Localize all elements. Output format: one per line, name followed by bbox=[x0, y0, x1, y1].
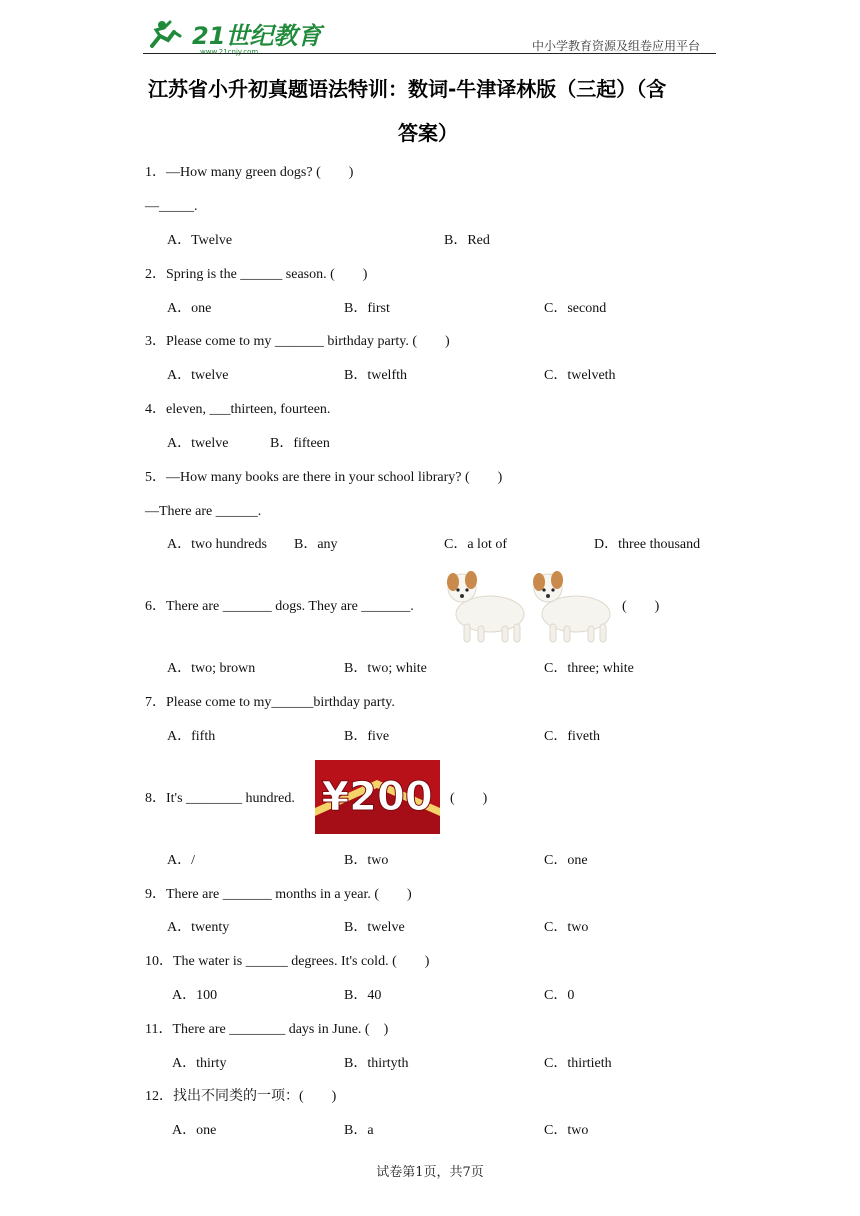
site-logo bbox=[148, 16, 322, 56]
money-amount: ¥200 bbox=[321, 774, 433, 820]
question-5-option-d[interactable]: D．three thousand bbox=[594, 537, 701, 552]
red-envelope-200-image bbox=[315, 760, 440, 834]
question-5-option-b[interactable]: B．any bbox=[294, 537, 338, 552]
question-1-option-b[interactable]: B．Red bbox=[444, 233, 490, 248]
question-4-option-a[interactable]: A．twelve bbox=[167, 436, 229, 451]
question-2-option-c[interactable]: C．second bbox=[544, 301, 607, 316]
question-9-stem: 9．There are _______ months in a year. ( ) bbox=[145, 887, 412, 902]
dog-icon bbox=[533, 571, 610, 642]
question-3-option-c[interactable]: C．twelveth bbox=[544, 368, 616, 383]
question-6-option-c[interactable]: C．three; white bbox=[544, 661, 634, 676]
question-11-stem: 11．There are ________ days in June. ( ) bbox=[145, 1022, 389, 1037]
question-2-option-a[interactable]: A．one bbox=[167, 301, 212, 316]
question-3-option-a[interactable]: A．twelve bbox=[167, 368, 229, 383]
question-2-stem: 2．Spring is the ______ season. ( ) bbox=[145, 267, 368, 282]
question-8-answer-bracket: ( ) bbox=[450, 791, 488, 806]
question-11-option-a[interactable]: A．thirty bbox=[172, 1056, 227, 1071]
page-title-line2: 答案） bbox=[398, 121, 458, 145]
two-white-dogs-image bbox=[440, 566, 618, 646]
question-9-option-a[interactable]: A．twenty bbox=[167, 920, 230, 935]
header-platform-text: 中小学教育资源及组卷应用平台 bbox=[531, 39, 700, 53]
question-6-stem: 6．There are _______ dogs. They are _______. bbox=[145, 599, 414, 614]
question-1-answer-line: —_____. bbox=[145, 199, 198, 214]
question-10-option-a[interactable]: A．100 bbox=[172, 988, 218, 1003]
question-12-stem: 12．找出不同类的一项：( ) bbox=[145, 1089, 337, 1104]
question-7-stem: 7．Please come to my______birthday party. bbox=[145, 695, 395, 710]
question-11-option-c[interactable]: C．thirtieth bbox=[544, 1056, 612, 1071]
question-8-option-b[interactable]: B．two bbox=[344, 853, 389, 868]
question-11-option-b[interactable]: B．thirtyth bbox=[344, 1056, 409, 1071]
question-5-option-a[interactable]: A．two hundreds bbox=[167, 537, 267, 552]
question-12-option-c[interactable]: C．two bbox=[544, 1123, 589, 1138]
logo-text: 21世纪教育 bbox=[192, 22, 322, 50]
question-8-stem: 8．It's ________ hundred. bbox=[145, 791, 295, 806]
page-title-line1: 江苏省小升初真题语法特训：数词-牛津译林版（三起）（含 bbox=[148, 77, 667, 101]
question-2-option-b[interactable]: B．first bbox=[344, 301, 390, 316]
dog-icon bbox=[447, 571, 524, 642]
question-6-option-b[interactable]: B．two; white bbox=[344, 661, 427, 676]
question-4-option-b[interactable]: B．fifteen bbox=[270, 436, 330, 451]
question-8-option-c[interactable]: C．one bbox=[544, 853, 588, 868]
question-9-option-b[interactable]: B．twelve bbox=[344, 920, 405, 935]
question-5-option-c[interactable]: C．a lot of bbox=[444, 537, 507, 552]
question-12-option-a[interactable]: A．one bbox=[172, 1123, 217, 1138]
runner-icon bbox=[152, 21, 180, 46]
question-3-option-b[interactable]: B．twelfth bbox=[344, 368, 407, 383]
question-9-option-c[interactable]: C．two bbox=[544, 920, 589, 935]
question-3-stem: 3．Please come to my _______ birthday party. ( ) bbox=[145, 334, 450, 349]
question-5-stem: 5．—How many books are there in your school library? ( ) bbox=[145, 470, 503, 485]
question-10-option-b[interactable]: B．40 bbox=[344, 988, 382, 1003]
question-5-answer-line: —There are ______. bbox=[145, 504, 262, 519]
question-8-option-a[interactable]: A．/ bbox=[167, 853, 195, 868]
question-7-option-c[interactable]: C．fiveth bbox=[544, 729, 600, 744]
page-footer: 试卷第1页，共7页 bbox=[376, 1165, 484, 1180]
question-6-option-a[interactable]: A．two; brown bbox=[167, 661, 256, 676]
question-7-option-b[interactable]: B．five bbox=[344, 729, 390, 744]
logo-subtext: www.21cnjy.com bbox=[200, 48, 259, 56]
question-10-option-c[interactable]: C．0 bbox=[544, 988, 575, 1003]
question-7-option-a[interactable]: A．fifth bbox=[167, 729, 216, 744]
question-10-stem: 10．The water is ______ degrees. It's cold. ( ) bbox=[145, 954, 430, 969]
question-4-stem: 4．eleven, ___thirteen, fourteen. bbox=[145, 402, 331, 417]
question-12-option-b[interactable]: B．a bbox=[344, 1123, 374, 1138]
question-6-answer-bracket: ( ) bbox=[622, 599, 660, 614]
question-1-option-a[interactable]: A．Twelve bbox=[167, 233, 233, 248]
question-1-stem: 1．—How many green dogs? ( ) bbox=[145, 165, 354, 180]
header-divider bbox=[143, 53, 716, 54]
